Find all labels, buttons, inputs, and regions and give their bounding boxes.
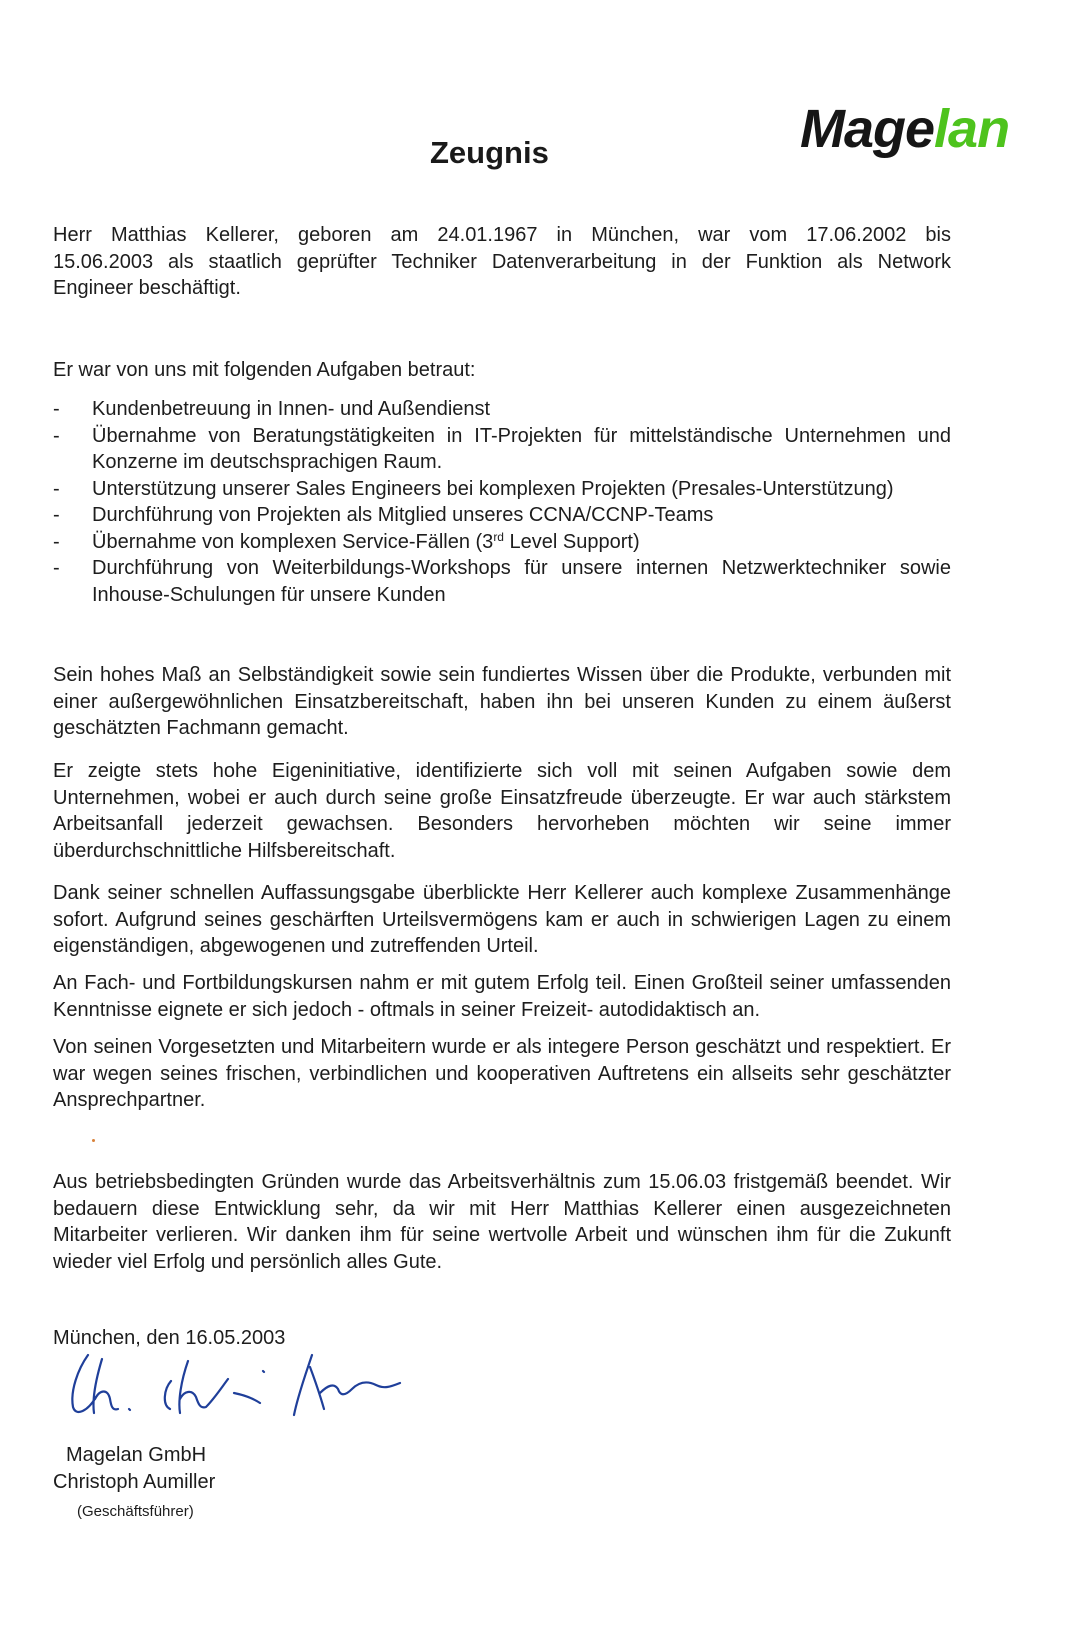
task-list xyxy=(53,396,951,608)
paragraph-judgement: Dank seiner schnellen Auffassungsgabe überblickte Herr Kellerer auch komplexe Zusammenhänge sofort. Aufgrund seines geschärften Urteilsvermögens kam er auch in schwierigen Lagen zu einem eigenständigen, abgewogenen und zutreffenden Urteil. xyxy=(53,882,951,957)
list-bullet: - xyxy=(53,557,60,579)
task-text: Übernahme von Beratungstätigkeiten in IT-Projekten für mittelständische Unternehmen und Konzerne im deutschsprachigen Raum. xyxy=(92,424,951,473)
magelan-logo xyxy=(800,99,1010,159)
paragraph-initiative: Er zeigte stets hohe Eigeninitiative, identifizierte sich voll mit seinen Aufgaben sowie dem Unternehmen, wobei er auch durch seine große Einsatzfreude überzeugte. Er war auch stärkstem Arbeitsanfall jederzeit gewachsen. Besonders hervorheben möchten wir seine immer überdurchschnittliche Hilfsbereitschaft. xyxy=(53,760,951,862)
task-text: Durchführung von Projekten als Mitglied unseres CCNA/CCNP-Teams xyxy=(92,504,714,526)
logo-text-accent: lan xyxy=(934,99,1010,159)
logo-text-main: Mage xyxy=(800,99,935,159)
signer-name: Christoph Aumiller xyxy=(53,1471,216,1493)
document-title: Zeugnis xyxy=(430,135,549,170)
list-bullet: - xyxy=(53,398,60,420)
place-and-date: München, den 16.05.2003 xyxy=(53,1327,286,1349)
paragraph-expertise: Sein hohes Maß an Selbständigkeit sowie sein fundiertes Wissen über die Produkte, verbunden mit einer außergewöhnlichen Einsatzbereitschaft, haben ihn bei unseren Kunden zu einem äußerst geschätzten Fachmann gemacht. xyxy=(53,664,951,739)
task-text: Kundenbetreuung in Innen- und Außendienst xyxy=(92,398,491,420)
signer-role: (Geschäftsführer) xyxy=(77,1503,194,1520)
task-item xyxy=(53,396,951,423)
task-text-end: Level Support) xyxy=(503,530,640,553)
tasks-heading: Er war von uns mit folgenden Aufgaben betraut: xyxy=(53,359,476,381)
list-bullet: - xyxy=(53,504,60,526)
signature-stroke xyxy=(93,1359,118,1413)
task-item xyxy=(53,529,951,556)
task-item xyxy=(53,423,951,476)
task-text: Übernahme von komplexen Service-Fällen (3 xyxy=(92,530,494,553)
list-bullet: - xyxy=(53,424,60,447)
signature-stroke xyxy=(294,1355,400,1415)
signature-stroke xyxy=(165,1361,228,1413)
ordinal-superscript: rd xyxy=(493,529,504,544)
task-text: Unterstützung unserer Sales Engineers bei komplexen Projekten (Presales-Unterstützung) xyxy=(92,477,894,500)
scan-speck xyxy=(92,1139,95,1142)
signature-stroke xyxy=(129,1409,130,1410)
task-item xyxy=(53,555,951,608)
intro-line-1: Herr Matthias Kellerer, geboren am 24.01.1967 in München, war vom 17.06.2002 bis xyxy=(53,224,951,246)
task-item xyxy=(53,476,951,503)
intro-line-3: Engineer beschäftigt. xyxy=(53,277,241,299)
list-bullet: - xyxy=(53,530,60,553)
intro-paragraph xyxy=(53,222,951,302)
company-name: Magelan GmbH xyxy=(66,1444,207,1466)
task-text: Durchführung von Weiterbildungs-Workshops für unsere internen Netzwerktechniker sowie Inhouse-Schulungen für unsere Kunden xyxy=(92,557,951,606)
paragraph-conduct: Von seinen Vorgesetzten und Mitarbeitern wurde er als integere Person geschätzt und respektiert. Er war wegen seines frischen, verbindlichen und kooperativen Auftretens ein allseits sehr geschätzter Ansprechpartner. xyxy=(53,1036,951,1111)
intro-line-2: 15.06.2003 als staatlich geprüfter Techniker Datenverarbeitung in der Funktion als Network xyxy=(53,250,951,273)
task-item xyxy=(53,502,951,529)
signature-stroke xyxy=(234,1371,264,1403)
paragraph-termination: Aus betriebsbedingten Gründen wurde das Arbeitsverhältnis zum 15.06.03 fristgemäß beendet. Wir bedauern diese Entwicklung sehr, da wir mit Herr Matthias Kellerer einen ausgezeichneten Mitarbeiter verlieren. Wir danken ihm für seine wertvolle Arbeit und wünschen ihm für die Zukunft wieder viel Erfolg und persönlich alles Gute. xyxy=(53,1171,951,1273)
list-bullet: - xyxy=(53,477,60,500)
paragraph-training: An Fach- und Fortbildungskursen nahm er mit gutem Erfolg teil. Einen Großteil seiner umfassenden Kenntnisse eignete er sich jedoch - oftmals in seiner Freizeit- autodidaktisch an. xyxy=(53,972,951,1021)
handwritten-signature xyxy=(66,1349,406,1424)
